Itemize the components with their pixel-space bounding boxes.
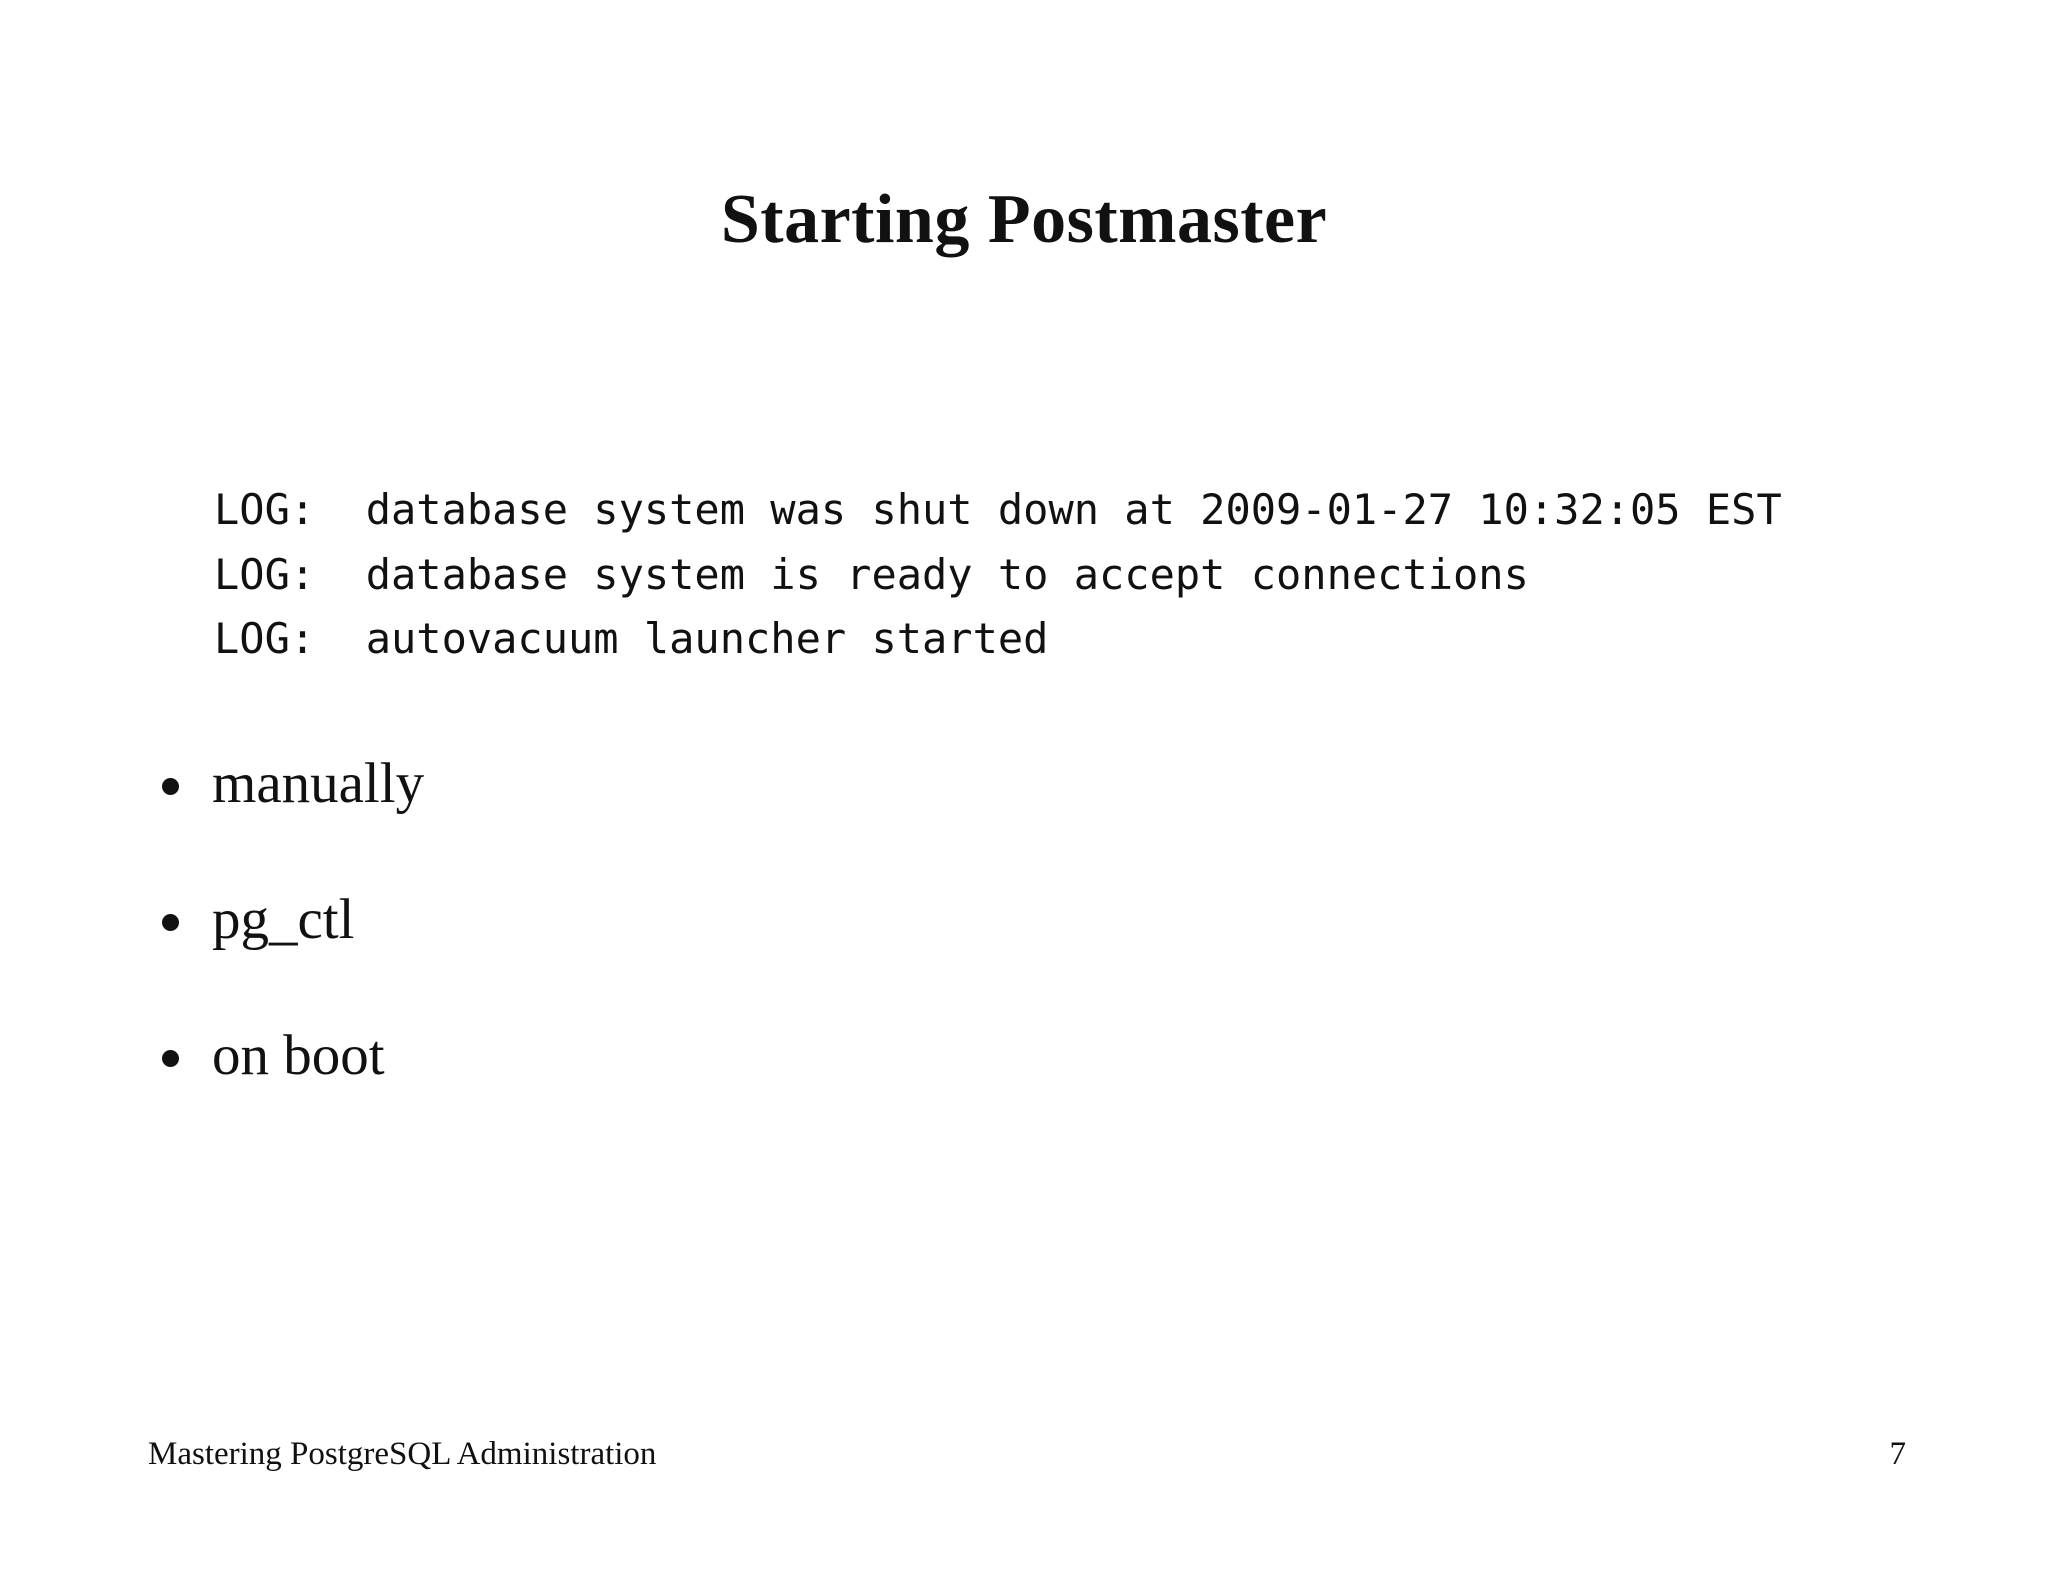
log-output: [214, 478, 1782, 672]
log-line: LOG: database system is ready to accept connections: [214, 549, 1529, 599]
log-line: LOG: database system was shut down at 2009-01-27 10:32:05 EST: [214, 485, 1782, 534]
bullet-icon: [162, 1050, 179, 1067]
footer-course-title: Mastering PostgreSQL Administration: [148, 1436, 657, 1472]
slide-title: Starting Postmaster: [720, 181, 1328, 258]
bullet-icon: [162, 778, 179, 795]
bullet-text: pg_ctl: [212, 888, 355, 951]
bullet-text: on boot: [212, 1024, 385, 1087]
log-line: LOG: autovacuum launcher started: [214, 614, 1049, 663]
bullet-text: manually: [212, 752, 425, 815]
footer-page-number: 7: [1889, 1436, 1906, 1472]
bullet-icon: [162, 914, 179, 931]
